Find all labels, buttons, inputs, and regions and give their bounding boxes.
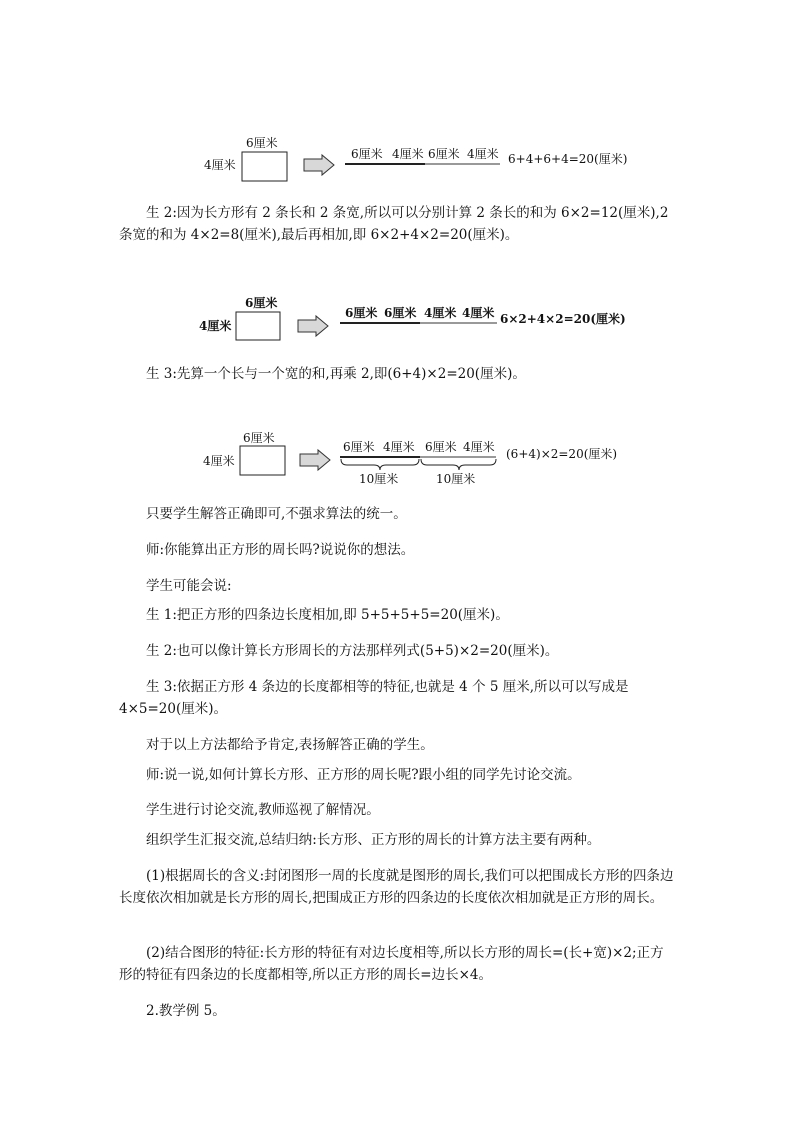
segment-label: 6厘米 — [345, 306, 378, 320]
paragraph: 组织学生汇报交流,总结归纳:长方形、正方形的周长的计算方法主要有两种。 — [146, 832, 601, 848]
segment-label: 4厘米 — [392, 147, 424, 161]
figure-1 — [0, 128, 793, 188]
arrow-right-icon — [300, 450, 330, 470]
segment-label: 6厘米 — [351, 147, 383, 161]
paragraph: 师:你能算出正方形的周长吗?说说你的想法。 — [146, 542, 415, 558]
paragraph: 生 2:也可以像计算长方形周长的方法那样列式(5+5)×2=20(厘米)。 — [146, 643, 559, 659]
paragraph-student2-rect: 生 2:因为长方形有 2 条长和 2 条宽,所以可以分别计算 2 条长的和为 6×2=12(厘米),2 条宽的和为 4×2=8(厘米),最后再相加,即 6×2+4×2=20(厘米)。 — [119, 205, 669, 243]
paragraph: 对于以上方法都给予肯定,表扬解答正确的学生。 — [146, 737, 434, 753]
rectangle-shape — [236, 312, 280, 340]
paragraph: 生 3:依据正方形 4 条边的长度都相等的特征,也就是 4 个 5 厘米,所以可以写成是 4×5=20(厘米)。 — [119, 679, 629, 717]
figure-3-diagram — [0, 424, 793, 490]
paragraph: 学生可能会说: — [146, 578, 232, 594]
brace-label: 10厘米 — [436, 472, 476, 486]
rect-height-label: 4厘米 — [204, 158, 236, 172]
segment-label: 6厘米 — [343, 440, 375, 454]
segment-label: 6厘米 — [425, 440, 457, 454]
segment-label: 4厘米 — [383, 440, 415, 454]
paragraph: 生 1:把正方形的四条边长度相加,即 5+5+5+5=20(厘米)。 — [146, 607, 509, 623]
paragraph-student3-rect: 生 3:先算一个长与一个宽的和,再乘 2,即(6+4)×2=20(厘米)。 — [146, 366, 526, 382]
rect-height-label: 4厘米 — [203, 454, 235, 468]
rect-width-label: 6厘米 — [246, 136, 278, 150]
segment-label: 4厘米 — [463, 440, 495, 454]
formula: (6+4)×2=20(厘米) — [506, 447, 618, 461]
paragraph: 2.教学例 5。 — [146, 1003, 226, 1019]
figure-1-diagram — [0, 128, 793, 188]
brace-right — [421, 459, 496, 470]
rectangle-shape — [240, 446, 285, 475]
formula: 6×2+4×2=20(厘米) — [500, 312, 626, 326]
figure-2 — [0, 292, 793, 352]
segment-label: 4厘米 — [462, 306, 495, 320]
figure-2-diagram — [0, 292, 793, 352]
rect-height-label: 4厘米 — [199, 319, 232, 333]
rectangle-shape — [242, 152, 287, 181]
figure-3 — [0, 424, 793, 490]
paragraph: 学生进行讨论交流,教师巡视了解情况。 — [146, 802, 380, 818]
rect-width-label: 6厘米 — [243, 431, 275, 445]
segment-label: 4厘米 — [424, 306, 457, 320]
brace-left — [341, 459, 419, 470]
arrow-right-icon — [304, 155, 334, 175]
brace-label: 10厘米 — [359, 472, 399, 486]
paragraph: 只要学生解答正确即可,不强求算法的统一。 — [146, 506, 407, 522]
paragraph: 师:说一说,如何计算长方形、正方形的周长呢?跟小组的同学先讨论交流。 — [146, 767, 581, 783]
rect-width-label: 6厘米 — [245, 296, 278, 310]
formula: 6+4+6+4=20(厘米) — [508, 152, 628, 166]
arrow-right-icon — [298, 316, 328, 336]
segment-label: 4厘米 — [467, 147, 499, 161]
segment-label: 6厘米 — [428, 147, 460, 161]
paragraph: (2)结合图形的特征:长方形的特征有对边长度相等,所以长方形的周长=(长+宽)×2;正方形的特征有四条边的长度都相等,所以正方形的周长=边长×4。 — [119, 945, 664, 983]
paragraph: (1)根据周长的含义:封闭图形一周的长度就是图形的周长,我们可以把围成长方形的四条边长度依次相加就是长方形的周长,把围成正方形的四条边的长度依次相加就是正方形的周长。 — [119, 868, 674, 906]
segment-label: 6厘米 — [384, 306, 417, 320]
